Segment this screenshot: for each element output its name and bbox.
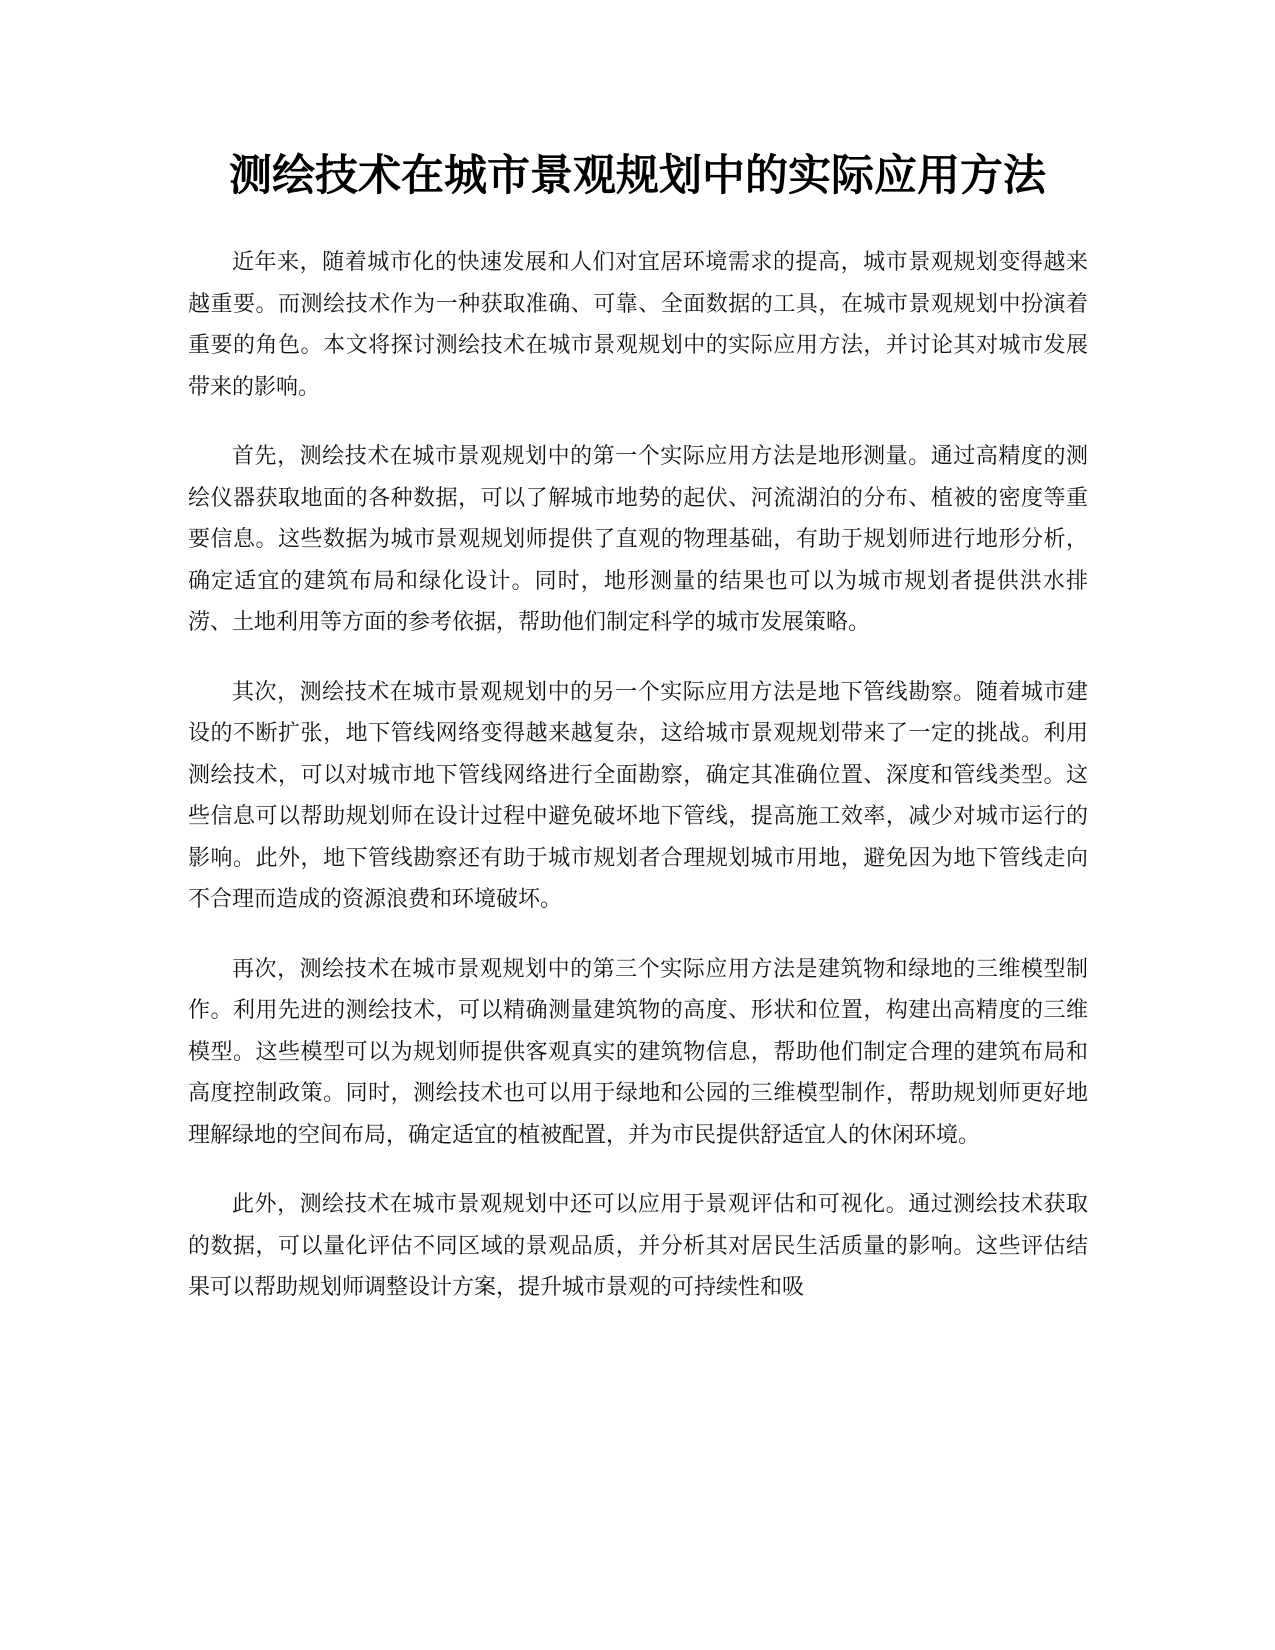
paragraph: 此外，测绘技术在城市景观规划中还可以应用于景观评估和可视化。通过测绘技术获取的数据，可以量化评估不同区域的景观品质，并分析其对居民生活质量的影响。这些评估结果可以帮助规划师调整设计方案，提升城市景观的可持续性和吸 bbox=[188, 1192, 1088, 1300]
paragraph: 近年来，随着城市化的快速发展和人们对宜居环境需求的提高，城市景观规划变得越来越重要。而测绘技术作为一种获取准确、可靠、全面数据的工具，在城市景观规划中扮演着重要的角色。本文将探讨测绘技术在城市景观规划中的实际应用方法，并讨论其对城市发展带来的影响。 bbox=[188, 250, 1088, 400]
paragraph: 再次，测绘技术在城市景观规划中的第三个实际应用方法是建筑物和绿地的三维模型制作。利用先进的测绘技术，可以精确测量建筑物的高度、形状和位置，构建出高精度的三维模型。这些模型可以为规划师提供客观真实的建筑物信息，帮助他们制定合理的建筑布局和高度控制政策。同时，测绘技术也可以用于绿地和公园的三维模型制作，帮助规划师更好地理解绿地的空间布局，确定适宜的植被配置，并为市民提供舒适宜人的休闲环境。 bbox=[188, 956, 1088, 1148]
paragraph: 首先，测绘技术在城市景观规划中的第一个实际应用方法是地形测量。通过高精度的测绘仪器获取地面的各种数据，可以了解城市地势的起伏、河流湖泊的分布、植被的密度等重要信息。这些数据为城市景观规划师提供了直观的物理基础，有助于规划师进行地形分析，确定适宜的建筑布局和绿化设计。同时，地形测量的结果也可以为城市规划者提供洪水排涝、土地利用等方面的参考依据，帮助他们制定科学的城市发展策略。 bbox=[188, 444, 1088, 635]
document-title: 测绘技术在城市景观规划中的实际应用方法 bbox=[229, 151, 1046, 201]
paragraph: 其次，测绘技术在城市景观规划中的另一个实际应用方法是地下管线勘察。随着城市建设的不断扩张，地下管线网络变得越来越复杂，这给城市景观规划带来了一定的挑战。利用测绘技术，可以对城市地下管线网络进行全面勘察，确定其准确位置、深度和管线类型。这些信息可以帮助规划师在设计过程中避免破坏地下管线，提高施工效率，减少对城市运行的影响。此外，地下管线勘察还有助于城市规划者合理规划城市用地，避免因为地下管线走向不合理而造成的资源浪费和环境破坏。 bbox=[188, 679, 1088, 912]
document-body bbox=[188, 242, 1088, 1337]
